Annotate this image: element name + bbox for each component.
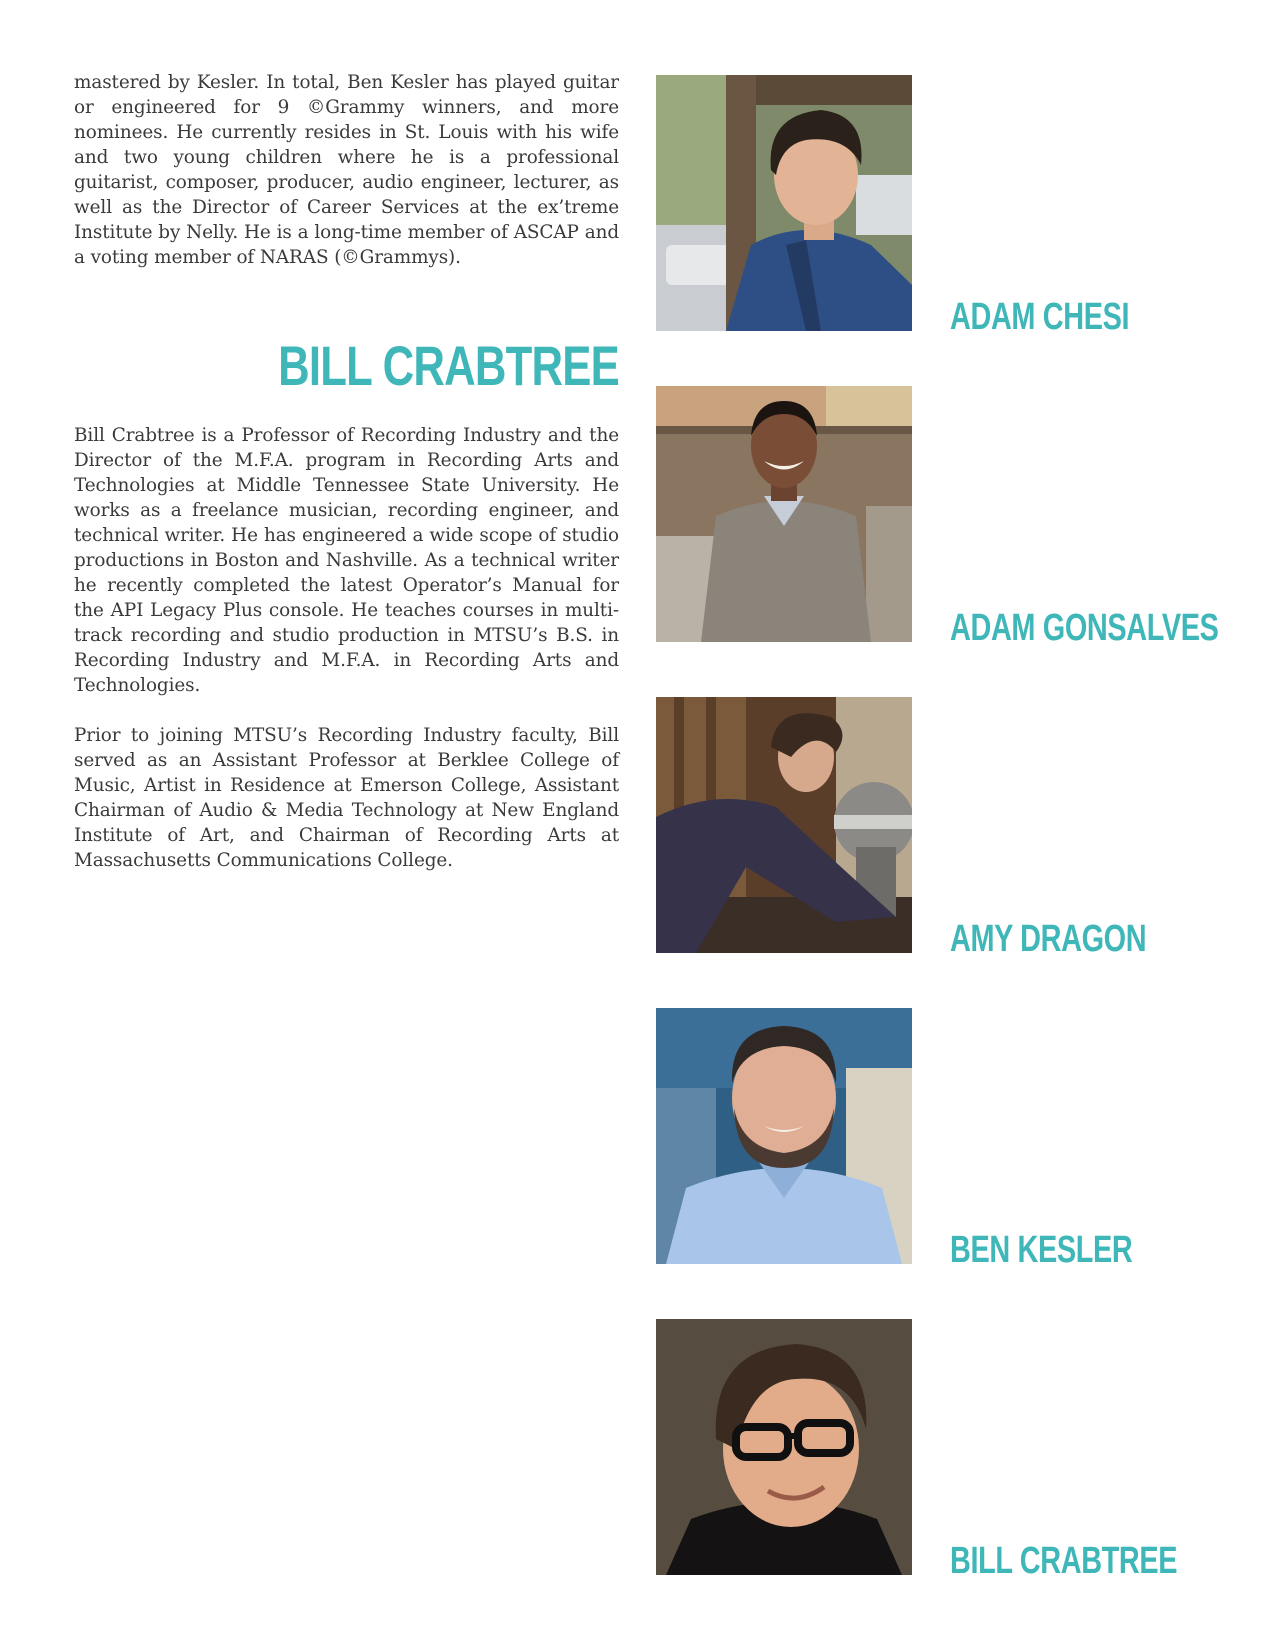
portrait-bill-crabtree — [656, 1319, 912, 1575]
bio-column — [74, 70, 619, 873]
name-amy-dragon: AMY DRAGON — [950, 918, 1147, 960]
intro-paragraph: mastered by Kesler. In total, Ben Kesler has played guitar or engineered for 9 ©Grammy winners, and more nominees. He currently resides in St. Louis with his wife and two young children where he is a professional guitarist, composer, producer, audio engineer, lecturer, as well as the Director of Career Services at the ex’treme Institute by Nelly. He is a long-time member of ASCAP and a voting member of NARAS (©Grammys). — [74, 72, 619, 268]
portrait-ben-kesler — [656, 1008, 912, 1264]
name-adam-chesi: ADAM CHESI — [950, 296, 1130, 338]
portrait-adam-gonsalves — [656, 386, 912, 642]
name-adam-gonsalves: ADAM GONSALVES — [950, 607, 1219, 649]
bio-paragraph-1: Bill Crabtree is a Professor of Recording Industry and the Director of the M.F.A. program in Recording Arts and Technologies at Middle Tennessee State University. He works as a freelance musician, recording engineer, and technical writer. He has engineered a wide scope of studio productions in Boston and Nashville. As a technical writer he recently completed the latest Operator’s Manual for the API Legacy Plus console. He teaches courses in multi-track recording and studio production in MTSU’s B.S. in Recording Industry and M.F.A. in Recording Arts and Technologies. — [74, 425, 619, 696]
name-ben-kesler: BEN KESLER — [950, 1229, 1133, 1271]
portrait-adam-chesi — [656, 75, 912, 331]
bio-heading: BILL CRABTREE — [278, 334, 619, 397]
bio-paragraph-2: Prior to joining MTSU’s Recording Industry faculty, Bill served as an Assistant Professor at Berklee College of Music, Artist in Residence at Emerson College, Assistant Chairman of Audio & Media Technology at New England Institute of Art, and Chairman of Recording Arts at Massachusetts Communications College. — [74, 725, 619, 871]
name-bill-crabtree: BILL CRABTREE — [950, 1540, 1178, 1582]
portrait-amy-dragon — [656, 697, 912, 953]
